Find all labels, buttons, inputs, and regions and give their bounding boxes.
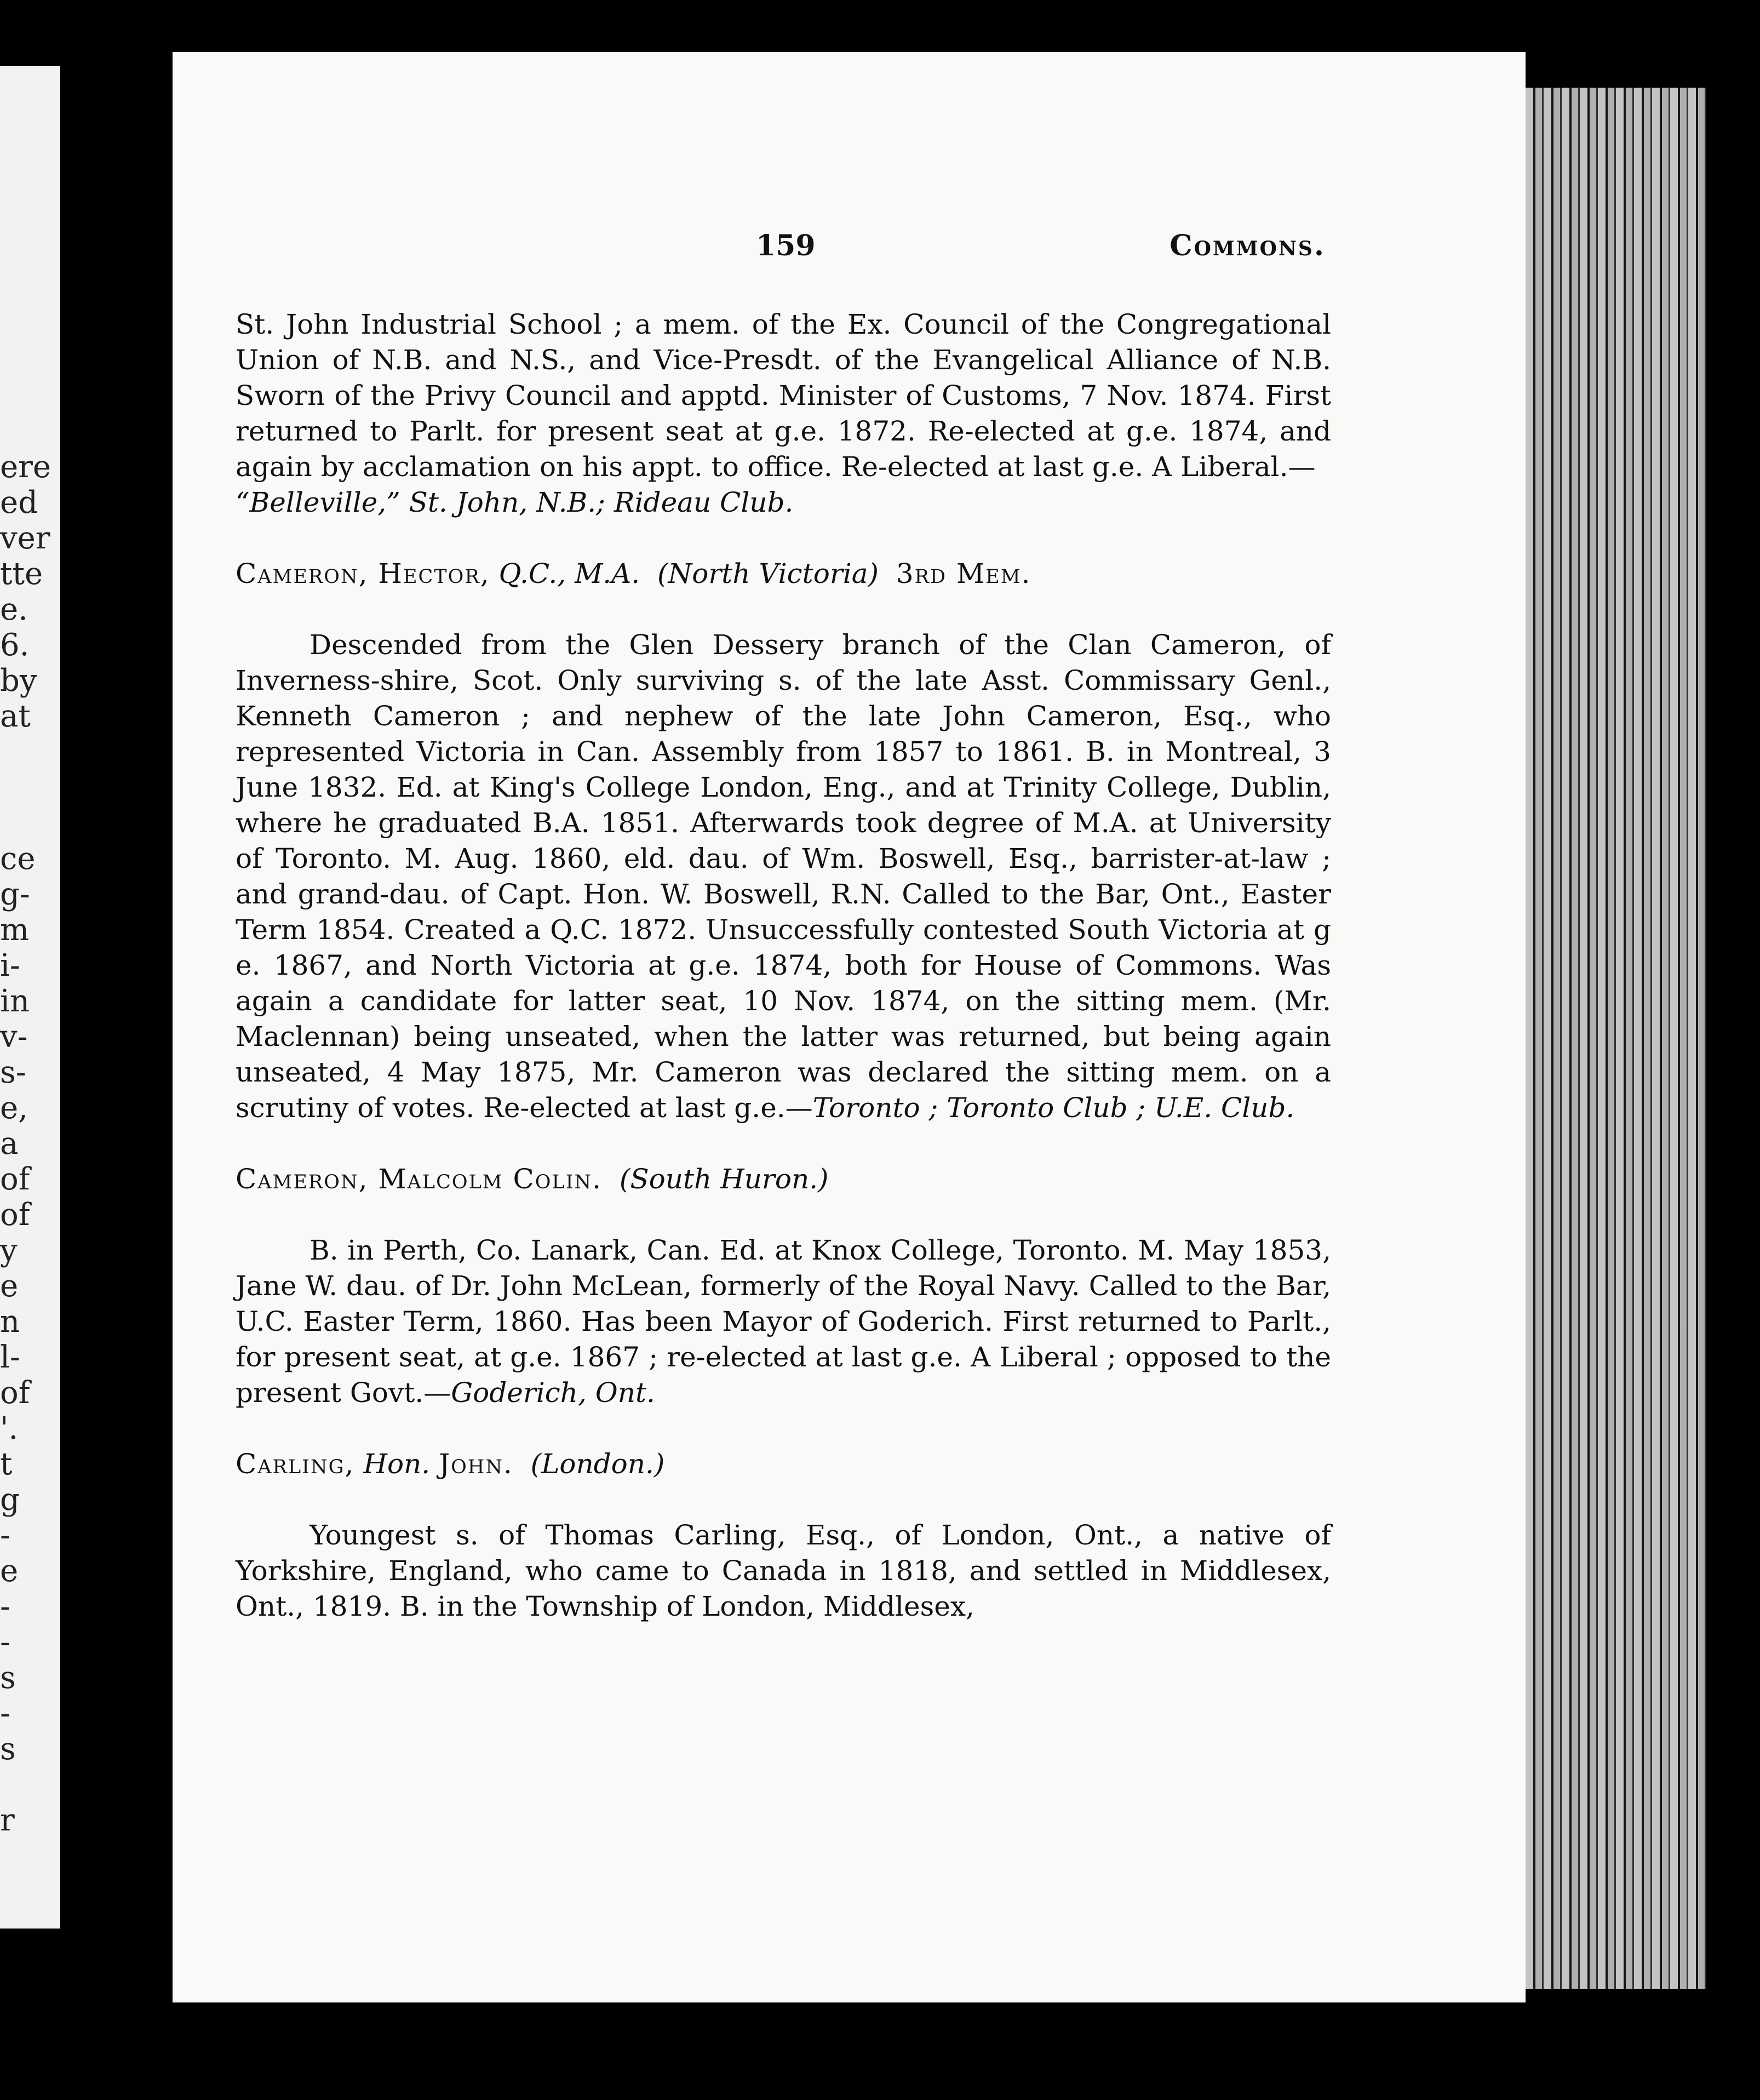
entry-body-text: Descended from the Glen Dessery branch of the Clan Cameron, of Inverness-shire, Scot. Only surviving s. of the late Asst. Commissary Genl., Kenneth Cameron ; and nephew of the late John Cameron, Esq., who represented Victoria in Can. Assembly from 1857 to 1861. B. in Montreal, 3 June 1832. Ed. at King's College London, Eng., and at Trinity College, Dublin, where he graduated B.A. 1851. Afterwards took degree of M.A. at University of Toronto. M. Aug. 1860, eld. dau. of Wm. Boswell, Esq., barrister-at-law ; and grand-dau. of Capt. Hon. W. Boswell, R.N. Called to the Bar, Ont., Easter Term 1854. Created a Q.C. 1872. Unsuccessfully contested South Victoria at g e. 1867, and North Victoria at g.e. 1874, both for House of Commons. Was again a candidate for latter seat, 10 Nov. 1874, on the sitting mem. (Mr. Maclennan) being unseated, when the latter was returned, but being again unseated, 4 May 1875, Mr. Cameron was declared the sitting mem. on a scrutiny of votes. Re-elected at last g.e.—: [236, 629, 1331, 1124]
entry-body-cameron-malcolm: [236, 1233, 1331, 1411]
page-header: [756, 229, 1326, 273]
entry-address: Goderich, Ont.: [451, 1377, 655, 1409]
continued-entry-body: St. John Industrial School ; a mem. of the Ex. Council of the Congregational Union of N.B. and N.S., and Vice-Presdt. of the Evangelical Alliance of N.B. Sworn of the Privy Council and apptd. Minister of Customs, 7 Nov. 1874. First returned to Parlt. for present seat at g.e. 1872. Re-elected at g.e. 1874, and again by acclamation on his appt. to office. Re-elected at last g.e. A Liberal.—: [236, 308, 1331, 483]
entry-heading-cameron-malcolm: [236, 1161, 1331, 1197]
spacer: [236, 1411, 1331, 1446]
entry-name: Cameron, Hector,: [236, 558, 490, 590]
entry-heading-carling-john: [236, 1446, 1331, 1482]
spacer: [236, 1126, 1331, 1161]
entry-honorific: Hon.: [363, 1448, 431, 1480]
entry-name: Cameron, Malcolm Colin.: [236, 1163, 603, 1195]
entry-note: 3rd Mem.: [896, 558, 1031, 590]
entry-body-text: Youngest s. of Thomas Carling, Esq., of London, Ont., a native of Yorkshire, England, who came to Canada in 1818, and settled in Middlesex, Ont., 1819. B. in the Township of London, Middlesex,: [236, 1519, 1331, 1622]
continued-entry-address: “Belleville,” St. John, N.B.; Rideau Club.: [236, 487, 794, 518]
entry-body-cameron-hector: [236, 627, 1331, 1126]
running-head: Commons.: [1169, 229, 1326, 262]
spacer: [236, 1482, 1331, 1518]
entry-name-prefix: Carling,: [236, 1448, 355, 1480]
entry-body-carling-john: [236, 1518, 1331, 1624]
spacer: [236, 1197, 1331, 1233]
previous-page-edge: [0, 66, 60, 1929]
entry-riding: (London.): [530, 1448, 665, 1480]
entry-heading-cameron-hector: [236, 556, 1331, 592]
entry-name: John.: [439, 1448, 513, 1480]
page-stack-edge: [1526, 88, 1706, 1989]
text-column: [236, 307, 1331, 1624]
previous-page-text-fragments: ere ed ver tte e. 6. by at ce g- m i- in v- s- e, a of of y e n l- of '. t g - e - - s - s r: [0, 449, 51, 1838]
entry-riding: (North Victoria): [657, 558, 879, 590]
entry-riding: (South Huron.): [619, 1163, 829, 1195]
entry-body-text: B. in Perth, Co. Lanark, Can. Ed. at Knox College, Toronto. M. May 1853, Jane W. dau. of Dr. John McLean, formerly of the Royal Navy. Called to the Bar, U.C. Easter Term, 1860. Has been Mayor of Goderich. First returned to Parlt., for present seat, at g.e. 1867 ; re-elected at last g.e. A Liberal ; opposed to the present Govt.—: [236, 1234, 1331, 1409]
entry-titles: Q.C., M.A.: [498, 558, 640, 590]
continued-entry-paragraph: [236, 307, 1331, 520]
spacer: [236, 520, 1331, 556]
page-number: 159: [756, 229, 816, 262]
spacer: [236, 592, 1331, 627]
entry-address: Toronto ; Toronto Club ; U.E. Club.: [812, 1092, 1295, 1124]
